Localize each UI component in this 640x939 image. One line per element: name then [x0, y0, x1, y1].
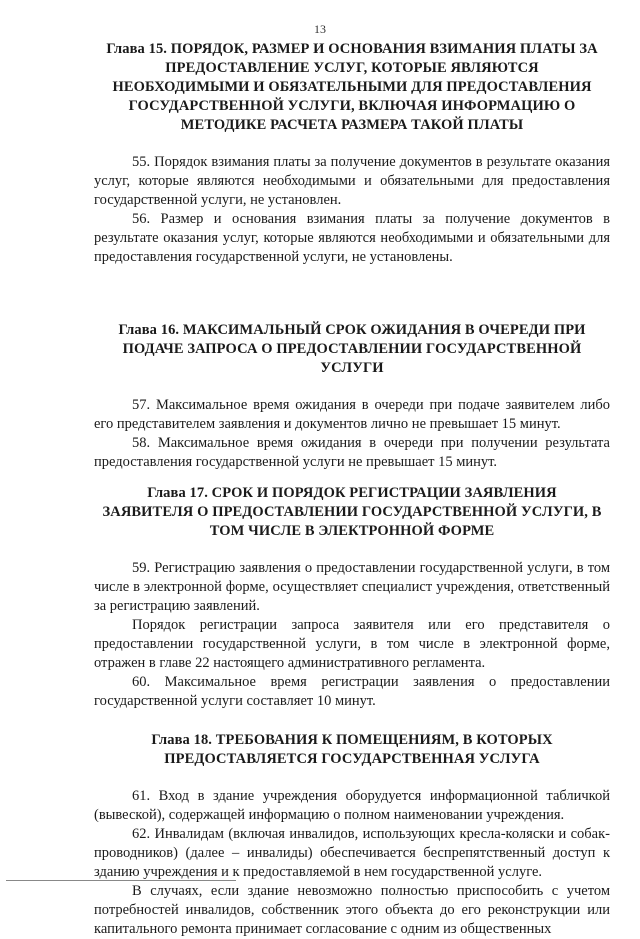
chapter-17-body: [94, 559, 610, 711]
chapter-16-body: [94, 396, 610, 472]
chapter-15-body: [94, 153, 610, 267]
paragraph-57: 57. Максимальное время ожидания в очереди при подаче заявителем либо его представителем заявления и документов лично не превышает 15 минут.: [94, 397, 610, 432]
paragraph-59: 59. Регистрацию заявления о предоставлении государственной услуги, в том числе в электронной форме, осуществляет специалист учреждения, ответственный за регистрацию заявлений.: [94, 560, 610, 614]
paragraph-56: 56. Размер и основания взимания платы за получение документов в результате оказания услуг, которые являются необходимыми и обязательными для предоставления государственной услуги, не установлены.: [94, 211, 610, 265]
paragraph-accessibility-cases: В случаях, если здание невозможно полностью приспособить с учетом потребностей инвалидов, собственник этого объекта до его реконструкции или капитального ремонта принимает согласование с одним из общественных: [94, 883, 610, 937]
paragraph-registration-order: Порядок регистрации запроса заявителя или его представителя о предоставлении государственной услуги, в том числе в электронной форме, отражен в главе 22 настоящего административного регламента.: [94, 617, 610, 671]
paragraph-61: 61. Вход в здание учреждения оборудуется информационной табличкой (вывеской), содержащей информацию о полном наименовании учреждения.: [94, 788, 610, 823]
page-number: 13: [314, 22, 326, 36]
footer-divider: [6, 880, 236, 881]
chapter-16-title: Глава 16. МАКСИМАЛЬНЫЙ СРОК ОЖИДАНИЯ В ОЧЕРЕДИ ПРИ ПОДАЧЕ ЗАПРОСА О ПРЕДОСТАВЛЕНИИ ГОСУДАРСТВЕННОЙ УСЛУГИ: [118, 322, 586, 376]
paragraph-60: 60. Максимальное время регистрации заявления о предоставлении государственной услуги составляет 10 минут.: [94, 674, 610, 709]
paragraph-55: 55. Порядок взимания платы за получение документов в результате оказания услуг, которые являются необходимыми и обязательными для предоставления государственной услуги, не установлен.: [94, 154, 610, 208]
chapter-18-title: Глава 18. ТРЕБОВАНИЯ К ПОМЕЩЕНИЯМ, В КОТОРЫХ ПРЕДОСТАВЛЯЕТСЯ ГОСУДАРСТВЕННАЯ УСЛУГА: [151, 732, 553, 767]
document-body: [94, 40, 610, 939]
paragraph-58: 58. Максимальное время ожидания в очереди при получении результата предоставления государственной услуги не превышает 15 минут.: [94, 435, 610, 470]
chapter-18-body: [94, 787, 610, 939]
chapter-15-title: Глава 15. ПОРЯДОК, РАЗМЕР И ОСНОВАНИЯ ВЗИМАНИЯ ПЛАТЫ ЗА ПРЕДОСТАВЛЕНИЕ УСЛУГ, КОТОРЫЕ ЯВЛЯЮТСЯ НЕОБХОДИМЫМИ И ОБЯЗАТЕЛЬНЫМИ ДЛЯ ПРЕДОСТАВЛЕНИЯ ГОСУДАРСТВЕННОЙ УСЛУГИ, ВКЛЮЧАЯ ИНФОРМАЦИЮ О МЕТОДИКЕ РАСЧЕТА РАЗМЕРА ТАКОЙ ПЛАТЫ: [106, 41, 598, 133]
paragraph-62: 62. Инвалидам (включая инвалидов, использующих кресла-коляски и собак-проводников) (далее – инвалиды) обеспечивается беспрепятственный доступ к зданию учреждения и к предоставляемой в нем государственной услуге.: [94, 826, 610, 880]
chapter-17-title: Глава 17. СРОК И ПОРЯДОК РЕГИСТРАЦИИ ЗАЯВЛЕНИЯ ЗАЯВИТЕЛЯ О ПРЕДОСТАВЛЕНИИ ГОСУДАРСТВЕННОЙ УСЛУГИ, В ТОМ ЧИСЛЕ В ЭЛЕКТРОННОЙ ФОРМЕ: [102, 485, 602, 539]
